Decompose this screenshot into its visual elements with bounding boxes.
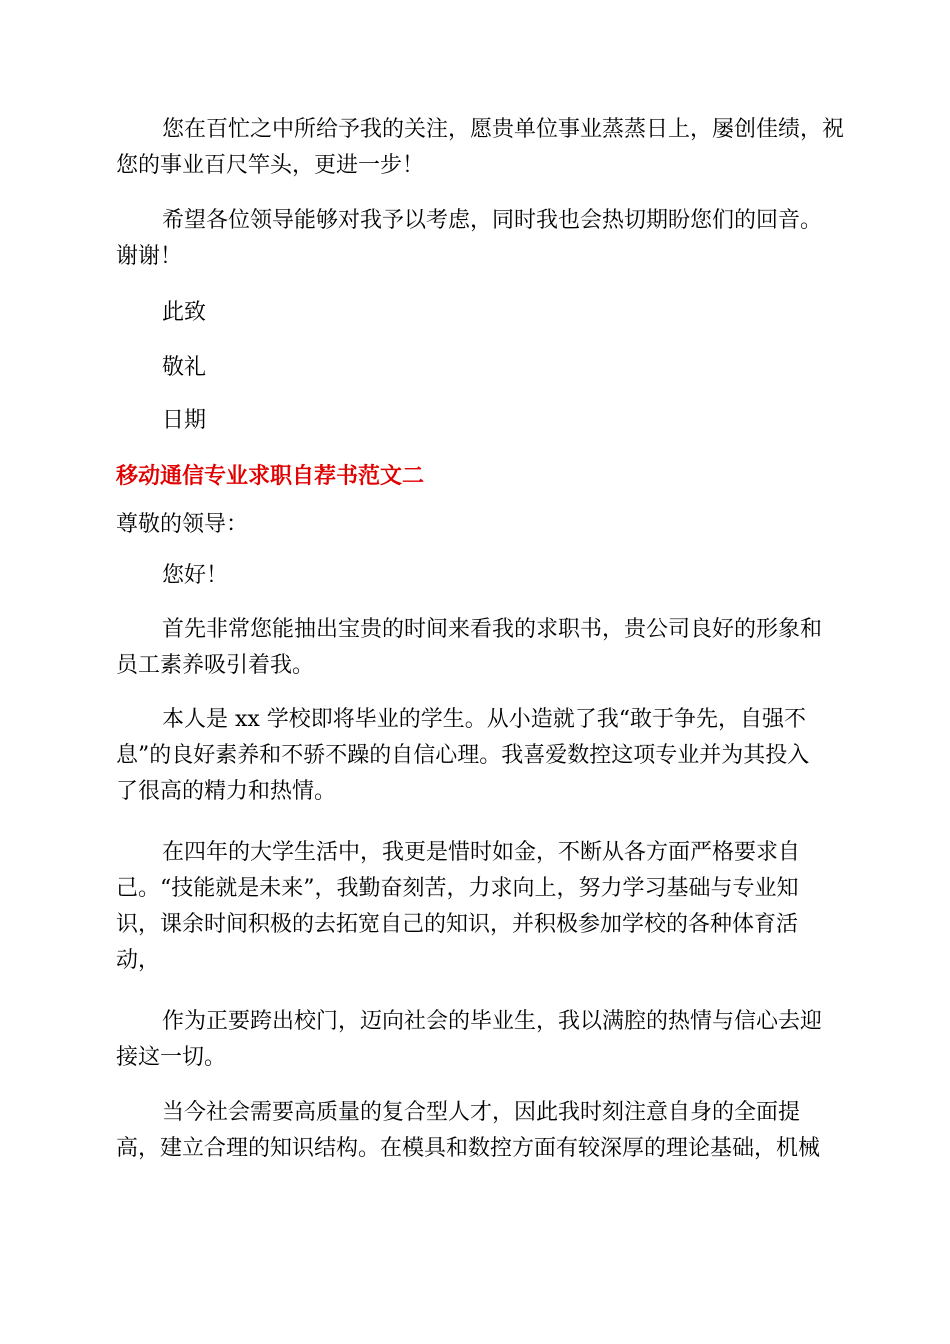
- text-line: 高，建立合理的知识结构。在模具和数控方面有较深厚的理论基础，机械: [116, 1136, 821, 1161]
- text-line: 此致: [162, 300, 207, 325]
- closing-cizhi: [116, 295, 832, 331]
- text-line: 尊敬的领导：: [116, 512, 249, 537]
- text-line: 日期: [162, 408, 207, 433]
- text-line: 接这一切。: [116, 1045, 227, 1070]
- body-paragraph-5: [116, 1095, 832, 1167]
- text-line: 息”的良好素养和不骄不躁的自信心理。我喜爱数控这项专业并为其投入: [116, 743, 810, 768]
- body-paragraph-4: [116, 1004, 832, 1076]
- body-paragraph-1: [116, 612, 832, 684]
- closing-paragraph-hope: [116, 203, 832, 275]
- text-line: 您在百忙之中所给予我的关注，愿贵单位事业蒸蒸日上，屡创佳绩，祝: [162, 117, 845, 142]
- text-line: 员工素养吸引着我。: [116, 653, 315, 678]
- text-line: 了很高的精力和热情。: [116, 779, 337, 804]
- closing-date: [116, 403, 832, 439]
- body-paragraph-3: [116, 835, 832, 979]
- text-line: 希望各位领导能够对我予以考虑，同时我也会热切期盼您们的回音。: [162, 208, 823, 233]
- text-line: 己。“技能就是未来”，我勤奋刻苦，力求向上，努力学习基础与专业知: [116, 876, 799, 901]
- salutation: [116, 507, 832, 543]
- text-line: 您的事业百尺竿头，更进一步！: [116, 153, 425, 178]
- text-line: 首先非常您能抽出宝贵的时间来看我的求职书，贵公司良好的形象和: [162, 617, 823, 642]
- text-line: 谢谢！: [116, 244, 183, 269]
- text-line: 当今社会需要高质量的复合型人才，因此我时刻注意自身的全面提: [162, 1100, 801, 1125]
- closing-jingli: [116, 350, 832, 386]
- text-line: 您好！: [162, 563, 229, 588]
- text-line: 在四年的大学生活中，我更是惜时如金，不断从各方面严格要求自: [162, 840, 801, 865]
- closing-paragraph-wishes: [116, 112, 845, 184]
- text-line: 识，课余时间积极的去拓宽自己的知识，并积极参加学校的各种体育活: [116, 912, 799, 937]
- greeting: [116, 558, 832, 594]
- text-line: 动，: [116, 948, 161, 973]
- text-line: 作为正要跨出校门，迈向社会的毕业生，我以满腔的热情与信心去迎: [162, 1009, 823, 1034]
- text-line: 本人是 xx 学校即将毕业的学生。从小造就了我“敢于争先，自强不: [162, 707, 807, 732]
- text-line: 敬礼: [162, 355, 207, 380]
- section-heading: 移动通信专业求职自荐书范文二: [116, 464, 425, 489]
- body-paragraph-2: [116, 702, 832, 810]
